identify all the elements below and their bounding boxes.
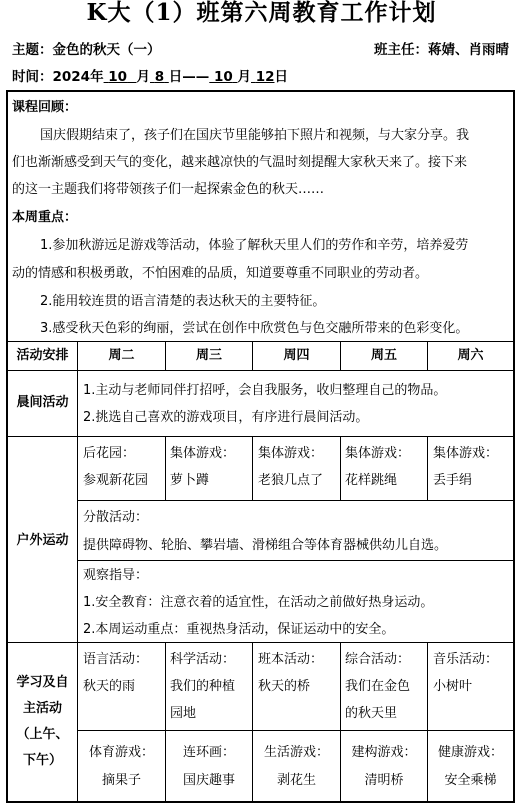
study-label: 学习及自 主活动 （上午、 下午） (16, 675, 69, 768)
morning-line: 1.主动与老师同伴打招呼，会自我服务，收归整理自己的物品。 (83, 383, 447, 398)
time-label: 时间： (12, 69, 53, 85)
divider (165, 436, 166, 500)
divider (427, 436, 428, 500)
outdoor-game-thu-type: 集体游戏： (258, 446, 324, 461)
focus-line: 1.参加秋游远足游戏等活动，体验了解秋天里人们的劳作和辛劳，培养爱劳 (40, 238, 469, 253)
study-pm-tue: 摘果子 (101, 773, 141, 788)
study-am-wed: 我们的种植 (170, 679, 236, 694)
study-am-fri-type: 综合活动： (345, 652, 411, 667)
morning-line: 2.挑选自己喜欢的游戏项目，有序进行晨间活动。 (83, 410, 369, 425)
study-am-thu: 秋天的桥 (258, 679, 311, 694)
scatter-heading: 分散活动： (83, 510, 149, 525)
time-year: 2024年 (52, 69, 104, 85)
teacher-line (374, 38, 509, 58)
focus-line: 2.能用较连贯的语言清楚的表达秋天的主要特征。 (40, 294, 326, 309)
time-dash: —— (182, 69, 210, 85)
divider (78, 730, 514, 731)
study-pm-wed-type: 连环画： (182, 745, 235, 760)
study-am-tue: 秋天的雨 (83, 679, 136, 694)
day-header-wed: 周三 (195, 348, 222, 363)
study-am-wed-type: 科学活动： (170, 652, 236, 667)
time-start-day: 8 (154, 69, 165, 85)
study-am-tue-type: 语言活动： (83, 652, 149, 667)
day-header-sat: 周六 (457, 348, 484, 363)
divider (78, 560, 514, 561)
theme-line (12, 38, 161, 58)
guide-line: 1.安全教育：注意衣着的适宜性，在活动之前做好热身运动。 (83, 595, 434, 610)
study-pm-tue-type: 体育游戏： (88, 745, 154, 760)
time-day-unit: 日 (168, 69, 183, 85)
day-header-tue: 周二 (108, 348, 135, 363)
divider (78, 500, 514, 501)
outdoor-game-sat: 丢手绢 (433, 473, 473, 488)
time-start-month: 10 (108, 69, 128, 85)
study-pm-fri-type: 建构游戏： (351, 745, 417, 760)
outdoor-game-wed: 萝卜蹲 (170, 473, 210, 488)
outdoor-game-fri: 花样跳绳 (345, 473, 398, 488)
review-line: 的这一主题我们将带领孩子们一起探索金色的秋天…… (12, 182, 325, 197)
time-month-unit-2: 月 (237, 69, 251, 85)
outdoor-game-thu: 老狼几点了 (258, 473, 324, 488)
divider (77, 341, 78, 802)
outdoor-game-tue: 参观新花园 (83, 473, 149, 488)
study-pm-fri: 清明桥 (364, 773, 404, 788)
outdoor-label: 户外运动 (16, 533, 69, 548)
outdoor-game-wed-type: 集体游戏： (170, 446, 236, 461)
guide-line: 2.本周运动重点：重视热身活动，保证运动中的安全。 (83, 622, 395, 637)
time-end-day: 12 (255, 69, 275, 85)
day-header-thu: 周四 (283, 348, 310, 363)
study-pm-wed: 国庆趣事 (182, 773, 235, 788)
guide-heading: 观察指导： (83, 568, 149, 583)
divider (340, 436, 341, 500)
theme-value: 金色的秋天（一） (52, 42, 161, 58)
time-day-unit-2: 日 (274, 69, 288, 85)
study-am-sat-type: 音乐活动： (433, 652, 499, 667)
review-heading: 课程回顾： (12, 100, 78, 115)
study-pm-sat-type: 健康游戏： (437, 745, 503, 760)
morning-label: 晨间活动 (16, 395, 69, 410)
focus-line: 动的情感和积极勇敢，不怕困难的品质，知道要尊重不同职业的劳动者。 (12, 266, 429, 281)
review-line: 们也渐渐感受到天气的变化，越来越凉快的气温时刻提醒大家秋天来了。接下来 (12, 155, 468, 170)
divider (252, 436, 253, 500)
time-end-month: 10 (214, 69, 233, 85)
divider (7, 436, 514, 437)
study-am-wed-cont: 园地 (170, 706, 197, 721)
study-am-fri: 我们在金色 (345, 679, 411, 694)
study-pm-thu-type: 生活游戏： (263, 745, 329, 760)
divider (7, 370, 514, 371)
study-am-fri-cont: 的秋天里 (345, 706, 398, 721)
focus-heading: 本周重点： (12, 210, 78, 225)
teacher-names: 蒋婧、肖雨晴 (428, 42, 509, 58)
study-pm-sat: 安全乘梯 (444, 773, 497, 788)
study-pm-thu: 剥花生 (276, 773, 316, 788)
focus-line: 3.感受秋天色彩的绚丽，尝试在创作中欣赏色与色交融所带来的色彩变化。 (40, 321, 469, 336)
outdoor-game-sat-type: 集体游戏： (433, 446, 499, 461)
review-line: 国庆假期结束了，孩子们在国庆节里能够拍下照片和视频，与大家分享。我 (40, 128, 470, 143)
scatter-text: 提供障碍物、轮胎、攀岩墙、滑梯组合等体育器械供幼儿自选。 (83, 538, 448, 553)
time-month-unit: 月 (136, 69, 150, 85)
study-am-sat: 小树叶 (433, 679, 473, 694)
study-am-thu-type: 班本活动： (258, 652, 324, 667)
time-line (12, 65, 288, 85)
teacher-label: 班主任： (374, 42, 428, 58)
day-header-fri: 周五 (370, 348, 397, 363)
schedule-corner: 活动安排 (16, 348, 69, 363)
outdoor-game-fri-type: 集体游戏： (345, 446, 411, 461)
page-title: K大（1）班第六周教育工作计划 (86, 0, 437, 26)
outdoor-game-tue-type: 后花园： (83, 446, 136, 461)
theme-label: 主题： (12, 42, 53, 58)
